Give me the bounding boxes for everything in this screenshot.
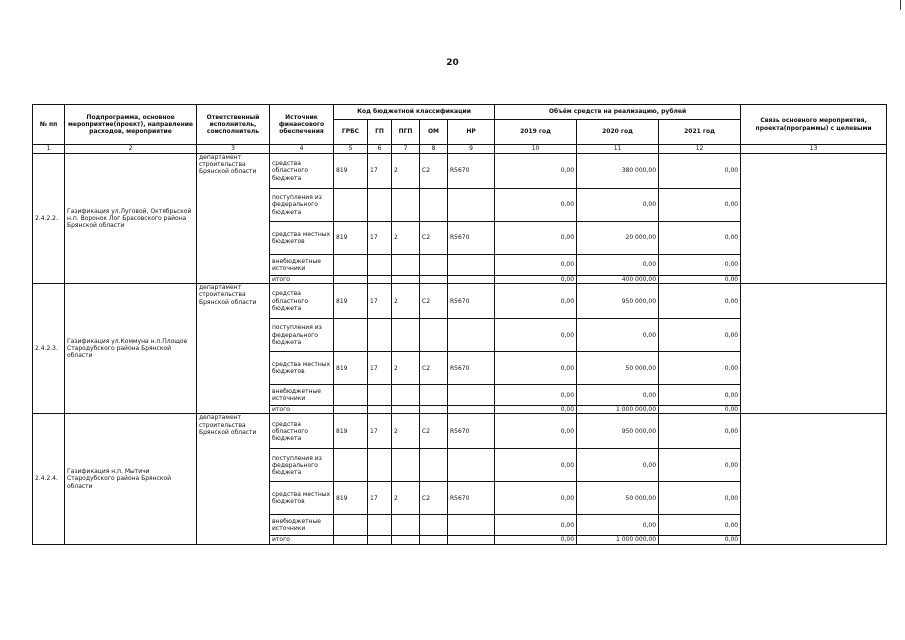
value-2019: 0,00 [495,352,577,385]
code-om [420,255,448,276]
code-om: С2 [420,414,448,449]
code-grbs: 819 [334,352,368,385]
code-gp [368,515,392,536]
item-index: 2.4.2.2. [33,154,65,284]
code-pgp [392,189,420,222]
code-pgp [392,449,420,482]
header-link: Связь основного мероприятия, проекта(программы) с целевыми [741,105,887,145]
code-grbs [334,319,368,352]
header-pgp: ПГП [392,120,420,145]
funding-source: средства местных бюджетов [270,222,334,255]
code-np: R5670 [448,222,495,255]
code-gp: 17 [368,154,392,189]
column-number: 11 [577,145,659,154]
value-2019: 0,00 [495,276,577,284]
code-om [420,319,448,352]
value-2020: 50 000,00 [577,352,659,385]
header-grbs: ГРБС [334,120,368,145]
code-om [420,536,448,544]
code-np [448,515,495,536]
code-pgp [392,385,420,406]
value-2021: 0,00 [659,352,741,385]
item-index: 2.4.2.4. [33,414,65,544]
value-2020: 0,00 [577,515,659,536]
value-2021: 0,00 [659,385,741,406]
code-gp [368,449,392,482]
column-number: 13 [741,145,887,154]
value-2021: 0,00 [659,319,741,352]
code-pgp [392,255,420,276]
code-pgp [392,536,420,544]
code-pgp: 2 [392,154,420,189]
code-grbs [334,406,368,414]
code-pgp: 2 [392,222,420,255]
column-number: 4 [270,145,334,154]
column-number: 1 [33,145,65,154]
column-number: 8 [420,145,448,154]
code-gp [368,536,392,544]
code-grbs [334,385,368,406]
item-name: Газификация ул.Луговой, Октябрьской н.п. Воронок Лог Брасовского района Брянской области [65,154,197,284]
column-number: 5 [334,145,368,154]
value-2019: 0,00 [495,406,577,414]
code-pgp [392,276,420,284]
value-2020: 400 000,00 [577,276,659,284]
code-pgp: 2 [392,352,420,385]
value-2021: 0,00 [659,515,741,536]
value-2021: 0,00 [659,406,741,414]
value-2021: 0,00 [659,255,741,276]
value-2021: 0,00 [659,449,741,482]
column-number: 7 [392,145,420,154]
value-2020: 0,00 [577,449,659,482]
code-np [448,536,495,544]
code-np: R5670 [448,154,495,189]
value-2021: 0,00 [659,536,741,544]
value-2020: 0,00 [577,319,659,352]
value-2020: 1 000 000,00 [577,536,659,544]
value-2019: 0,00 [495,385,577,406]
code-om [420,449,448,482]
value-2021: 0,00 [659,284,741,319]
item-link [741,154,887,284]
value-2020: 0,00 [577,255,659,276]
value-2021: 0,00 [659,414,741,449]
code-np [448,276,495,284]
code-np [448,385,495,406]
value-2020: 950 000,00 [577,284,659,319]
value-2020: 1 000 000,00 [577,406,659,414]
code-grbs: 819 [334,414,368,449]
column-number: 10 [495,145,577,154]
header-np: НР [448,120,495,145]
budget-table [32,104,887,545]
item-responsible: департамент строительства Брянской области [197,154,270,284]
value-2020: 0,00 [577,385,659,406]
item-responsible: департамент строительства Брянской области [197,414,270,544]
regional-budget-row [33,154,887,189]
code-pgp [392,319,420,352]
funding-source: средства местных бюджетов [270,352,334,385]
item-responsible: департамент строительства Брянской области [197,284,270,414]
code-grbs: 819 [334,284,368,319]
code-om: С2 [420,284,448,319]
value-2021: 0,00 [659,154,741,189]
code-np: R5670 [448,352,495,385]
header-2019: 2019 год [495,120,577,145]
code-gp: 17 [368,352,392,385]
funding-source: средства областного бюджета [270,154,334,189]
funding-source: средства областного бюджета [270,414,334,449]
value-2021: 0,00 [659,482,741,515]
funding-source: внебюджетные источники [270,385,334,406]
code-grbs: 819 [334,222,368,255]
item-index: 2.4.2.3. [33,284,65,414]
funding-source: поступления из федерального бюджета [270,189,334,222]
value-2019: 0,00 [495,449,577,482]
column-number: 12 [659,145,741,154]
code-om: С2 [420,482,448,515]
value-2019: 0,00 [495,515,577,536]
code-gp [368,319,392,352]
value-2020: 20 000,00 [577,222,659,255]
regional-budget-row [33,414,887,449]
code-np: R5670 [448,284,495,319]
funding-source: средства областного бюджета [270,284,334,319]
item-name: Газификация ул.Коммуна н.п.Площое Стародубского района Брянской области [65,284,197,414]
value-2019: 0,00 [495,189,577,222]
code-om: С2 [420,352,448,385]
code-gp: 17 [368,414,392,449]
header-volume: Объём средств на реализацию, рублей [495,105,741,120]
code-grbs: 819 [334,482,368,515]
header-num: № пп [33,105,65,145]
column-number-row [33,145,887,154]
funding-source: средства местных бюджетов [270,482,334,515]
code-gp [368,255,392,276]
code-grbs [334,255,368,276]
code-om [420,276,448,284]
header-source: Источник финансового обеспечения [270,105,334,145]
page-edge-mark [900,0,901,10]
item-link [741,284,887,414]
header-2021: 2021 год [659,120,741,145]
code-pgp: 2 [392,284,420,319]
code-grbs [334,536,368,544]
funding-source: внебюджетные источники [270,515,334,536]
value-2019: 0,00 [495,414,577,449]
header-2020: 2020 год [577,120,659,145]
code-np [448,319,495,352]
code-om [420,189,448,222]
value-2021: 0,00 [659,276,741,284]
funding-source: итого [270,276,334,284]
value-2021: 0,00 [659,189,741,222]
value-2019: 0,00 [495,255,577,276]
value-2020: 0,00 [577,189,659,222]
code-pgp [392,515,420,536]
header-row-top [33,105,887,120]
column-number: 6 [368,145,392,154]
code-om: С2 [420,222,448,255]
code-np: R5670 [448,414,495,449]
code-grbs [334,449,368,482]
value-2020: 50 000,00 [577,482,659,515]
code-grbs [334,276,368,284]
code-grbs [334,515,368,536]
funding-source: внебюджетные источники [270,255,334,276]
column-number: 2 [65,145,197,154]
funding-source: итого [270,406,334,414]
funding-source: поступления из федерального бюджета [270,449,334,482]
code-gp [368,406,392,414]
code-pgp: 2 [392,414,420,449]
code-om [420,385,448,406]
value-2019: 0,00 [495,536,577,544]
column-number: 3 [197,145,270,154]
value-2021: 0,00 [659,222,741,255]
value-2019: 0,00 [495,482,577,515]
code-gp [368,385,392,406]
header-om: ОМ [420,120,448,145]
code-gp [368,276,392,284]
header-program: Подпрограмма, основное мероприятие(проект), направление расходов, мероприятие [65,105,197,145]
code-gp [368,189,392,222]
code-om [420,515,448,536]
regional-budget-row [33,284,887,319]
column-number: 9 [448,145,495,154]
value-2019: 0,00 [495,284,577,319]
code-np [448,449,495,482]
value-2020: 380 000,00 [577,154,659,189]
code-gp: 17 [368,222,392,255]
funding-source: итого [270,536,334,544]
code-pgp: 2 [392,482,420,515]
code-np [448,406,495,414]
code-np [448,255,495,276]
header-gp: ГП [368,120,392,145]
header-budget-code: Код бюджетной классификации [334,105,495,120]
value-2019: 0,00 [495,154,577,189]
code-gp: 17 [368,482,392,515]
item-link [741,414,887,544]
value-2019: 0,00 [495,319,577,352]
value-2019: 0,00 [495,222,577,255]
code-om: С2 [420,154,448,189]
value-2020: 950 000,00 [577,414,659,449]
item-name: Газификация н.п. Мытичи Стародубского района Брянской области [65,414,197,544]
page-number: 20 [446,58,459,68]
code-grbs [334,189,368,222]
code-grbs: 819 [334,154,368,189]
code-np: R5670 [448,482,495,515]
code-gp: 17 [368,284,392,319]
funding-source: поступления из федерального бюджета [270,319,334,352]
code-om [420,406,448,414]
code-pgp [392,406,420,414]
header-responsible: Ответственный исполнитель, соисполнитель [197,105,270,145]
code-np [448,189,495,222]
